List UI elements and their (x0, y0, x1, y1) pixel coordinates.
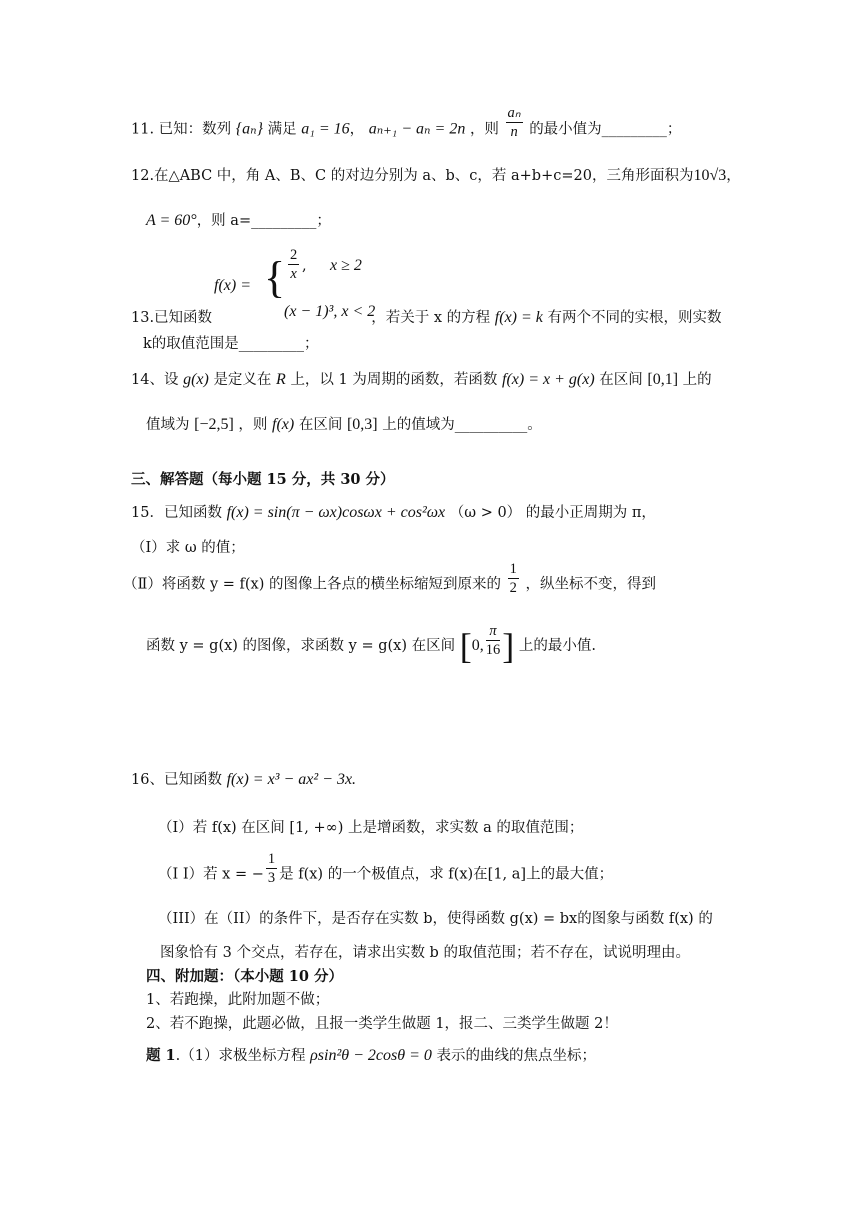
q13-suffix: 有两个不同的实根，则实数 (547, 310, 722, 326)
q14-mid3: 在区间 (599, 372, 643, 388)
q16-fdef: f(x) = x³ − ax² − 3x. (226, 771, 357, 788)
q12-line1-suffix: ， (726, 168, 741, 184)
q15-part2 (123, 561, 656, 597)
q15-half-num: 1 (509, 561, 517, 577)
q14-line1 (131, 370, 712, 390)
q12-area: 10√3 (693, 167, 727, 184)
q14-g: g(x) (183, 371, 209, 388)
q15-cond: （ω > 0） (449, 505, 522, 521)
q11-suffix: 的最小值为_________； (529, 121, 682, 138)
t1-label: 题 1 (146, 1047, 176, 1064)
q14-l2-mid2: 在区间 (298, 417, 343, 433)
section3-heading: 三、解答题（每小题 15 分，共 30 分） (131, 471, 395, 488)
q15-part3 (146, 622, 596, 666)
q16-p2-suffix: 是 f(x) 的一个极值点，求 f(x)在[1, a]上的最大值； (279, 866, 614, 883)
q11-sep: ， (349, 121, 365, 138)
section4-heading: 四、附加题：（本小题 10 分） (146, 968, 344, 985)
q14-prefix: 14、设 (131, 372, 179, 388)
q12-line2-suffix: ，则 a=_________； (196, 213, 331, 229)
q11-mid1: 满足 (267, 121, 297, 138)
q15-line1 (131, 503, 656, 523)
q13-brace: { (264, 253, 286, 302)
q14-f: f(x) (272, 416, 295, 433)
q15-int-den: 16 (485, 641, 501, 658)
q11-prefix: 11. 已知：数列 (131, 121, 232, 138)
q11-cond2: aₙ₊₁ − aₙ = 2n (368, 120, 466, 138)
q16-part3: （III）在（II）的条件下，是否存在实数 b，使得函数 g(x) = bx的图象与函数 f(x) 的 (158, 911, 713, 927)
q11-fraction (506, 104, 523, 141)
q16-part2 (158, 851, 614, 887)
q15-int-zero: 0, (471, 637, 484, 654)
q13-case1-frac (288, 246, 299, 283)
q13-line2 (143, 334, 319, 354)
q13-case1-den: x (290, 266, 297, 282)
q13-line2: k的取值范围是_________； (143, 336, 319, 352)
q11-cond1: a₁ = 16 (301, 120, 350, 138)
q15-fdef: f(x) = sin(π − ωx)cosωx + cos²ωx (226, 504, 446, 521)
q13-func-lhs: f(x) = (214, 277, 251, 294)
q13-case1-cond: x ≥ 2 (330, 257, 362, 274)
q13-case2: (x − 1)³, x < 2 (284, 303, 376, 320)
q15-p2-prefix: （Ⅱ）将函数 y = f(x) 的图像上各点的横坐标缩短到原来的 (123, 576, 501, 593)
q15-left-bracket: [ (459, 626, 472, 666)
t1-suffix: 表示的曲线的焦点坐标； (436, 1048, 596, 1064)
q16-part1: （I）若 f(x) 在区间 [1, +∞) 上是增函数，求实数 a 的取值范围； (158, 820, 584, 836)
q14-fdef: f(x) = x + g(x) (502, 371, 595, 388)
q16-part3-cont: 图象恰有 3 个交点，若存在，请求出实数 b 的取值范围；若不存在，试说明理由。 (160, 945, 690, 961)
q14-int1: [0,1] (647, 371, 679, 388)
q11-line (131, 105, 682, 141)
q16-p2-frac (266, 850, 277, 887)
q12-line1-prefix: 12.在△ABC 中，角 A、B、C 的对边分别为 a、b、c，若 a+b+c=20，三角形面积为 (131, 168, 694, 184)
q13-case1-comma: , (302, 258, 307, 274)
q15-p3-suffix: 上的最小值. (518, 638, 596, 654)
q14-suffix1: 上的 (682, 372, 712, 388)
q15-half-den: 2 (509, 580, 517, 596)
q11-frac-den: n (510, 124, 518, 140)
q14-mid1: 是定义在 (213, 372, 272, 388)
q15-int-frac (486, 622, 501, 659)
q16-p2-prefix: （I I）若 x = − (158, 866, 264, 883)
q12-line2 (146, 211, 331, 231)
q11-seq: {aₙ} (235, 120, 264, 138)
q13-case1-num: 2 (290, 247, 298, 263)
additional-note-1: 1、若跑操，此附加题不做； (146, 992, 330, 1008)
q16-prefix: 16、已知函数 (131, 772, 222, 788)
t1-prefix: .（1）求极坐标方程 (175, 1048, 306, 1064)
q14-range: [−2,5] (194, 416, 234, 433)
q14-l2-suffix: 上的值域为__________。 (382, 417, 542, 433)
q13-line1 (131, 308, 722, 328)
q13-prefix: 13.已知函数 (131, 310, 213, 326)
q15-int-num: π (486, 622, 501, 641)
q15-suffix: 的最小正周期为 π， (525, 505, 656, 521)
q14-int2: [0,3] (346, 416, 378, 433)
q15-p3-prefix: 函数 y = g(x) 的图像，求函数 y = g(x) 在区间 (146, 638, 456, 654)
t1-eq: ρsin²θ − 2cosθ = 0 (310, 1047, 432, 1064)
q14-line2 (146, 415, 542, 435)
q11-mid2: ，则 (469, 121, 499, 138)
q15-part1: （Ⅰ）求 ω 的值； (131, 540, 245, 556)
q14-l2-prefix: 值域为 (146, 417, 190, 433)
q16-line1 (131, 770, 356, 790)
q13-eq: f(x) = k (494, 309, 543, 326)
q15-prefix: 15．已知函数 (131, 505, 222, 521)
q16-p2-den: 3 (267, 870, 276, 886)
q12-angle: A = 60° (146, 212, 197, 229)
q14-mid2: 上，以 1 为周期的函数，若函数 (290, 372, 498, 388)
q14-R: R (276, 371, 286, 388)
q13-mid: ，若关于 x 的方程 (371, 310, 491, 326)
q12-line1 (131, 166, 741, 186)
q15-half (508, 560, 519, 597)
q15-p2-suffix: ，纵坐标不变，得到 (525, 576, 656, 593)
q15-right-bracket: ] (502, 626, 515, 666)
q14-l2-mid1: ，则 (238, 417, 268, 433)
q11-frac-num: aₙ (507, 105, 521, 121)
additional-note-2: 2、若不跑操，此题必做，且报一类学生做题 1，报二、三类学生做题 2！ (146, 1016, 618, 1032)
q16-p2-num: 1 (267, 851, 276, 867)
t1-line (146, 1046, 596, 1066)
